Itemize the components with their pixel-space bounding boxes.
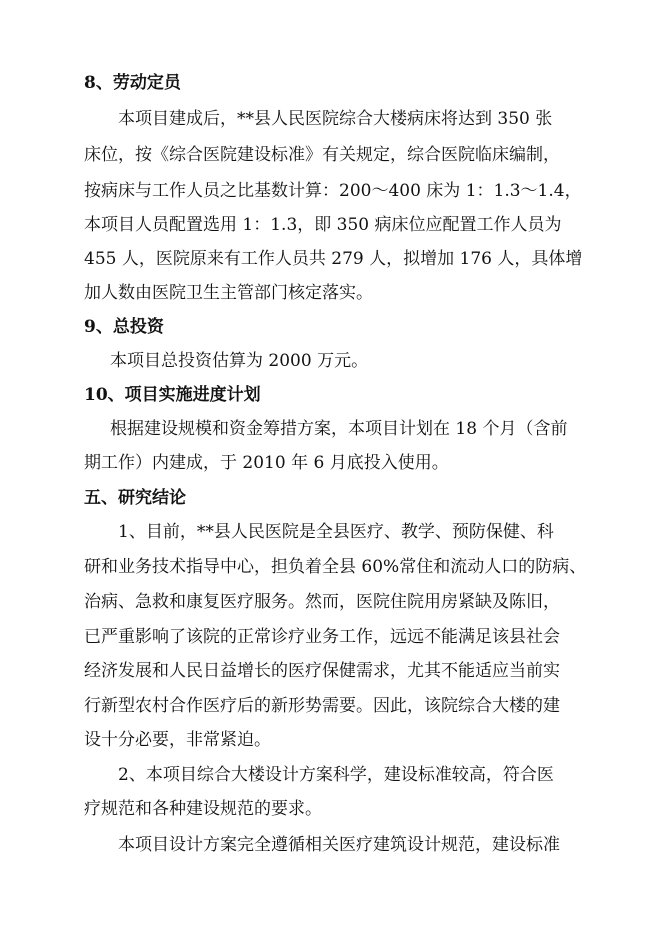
section-9-line-1: 本项目总投资估算为 2000 万元。 — [110, 351, 369, 371]
section-8-line-5: 455 人，医院原来有工作人员共 279 人，拟增加 176 人，具体增 — [84, 249, 583, 269]
section-8-line-2: 床位，按《综合医院建设标准》有关规定，综合医院临床编制， — [84, 145, 560, 165]
section-5-heading: 五、研究结论 — [84, 488, 186, 508]
section-5-line-4: 已严重影响了该院的正常诊疗业务工作，远远不能满足该县社会 — [84, 627, 560, 647]
section-10-line-2: 期工作）内建成，于 2010 年 6 月底投入使用。 — [84, 453, 449, 473]
section-5-line-6: 行新型农村合作医疗后的新形势需要。因此，该院综合大楼的建 — [84, 696, 560, 716]
section-8-line-1: 本项目建成后，**县人民医院综合大楼病床将达到 350 张 — [118, 109, 553, 129]
section-5-line-2: 研和业务技术指导中心，担负着全县 60%常住和流动人口的防病、 — [84, 557, 587, 577]
section-8-line-3: 按病床与工作人员之比基数计算：200～400 床为 1：1.3～1.4， — [84, 181, 582, 201]
section-10-heading: 10、项目实施进度计划 — [84, 385, 261, 405]
section-5-line-7: 设十分必要，非常紧迫。 — [84, 730, 271, 750]
section-8-line-4: 本项目人员配置选用 1：1.3，即 350 病床位应配置工作人员为 — [84, 215, 562, 235]
section-5-line-5: 经济发展和人民日益增长的医疗保健需求，尤其不能适应当前实 — [84, 661, 560, 681]
section-5-line-1: 1、目前，**县人民医院是全县医疗、教学、预防保健、科 — [118, 522, 554, 542]
section-5-line-10: 本项目设计方案完全遵循相关医疗建筑设计规范，建设标准 — [118, 835, 560, 855]
section-9-heading: 9、总投资 — [84, 317, 164, 337]
section-8-line-6: 加人数由医院卫生主管部门核定落实。 — [84, 283, 373, 303]
section-5-line-8: 2、本项目综合大楼设计方案科学，建设标准较高，符合医 — [118, 765, 554, 785]
section-10-line-1: 根据建设规模和资金筹措方案，本项目计划在 18 个月（含前 — [110, 419, 568, 439]
section-5-line-3: 治病、急救和康复医疗服务。然而，医院住院用房紧缺及陈旧， — [84, 592, 560, 612]
section-8-heading: 8、劳动定员 — [84, 73, 181, 93]
section-5-line-9: 疗规范和各种建设规范的要求。 — [84, 799, 322, 819]
